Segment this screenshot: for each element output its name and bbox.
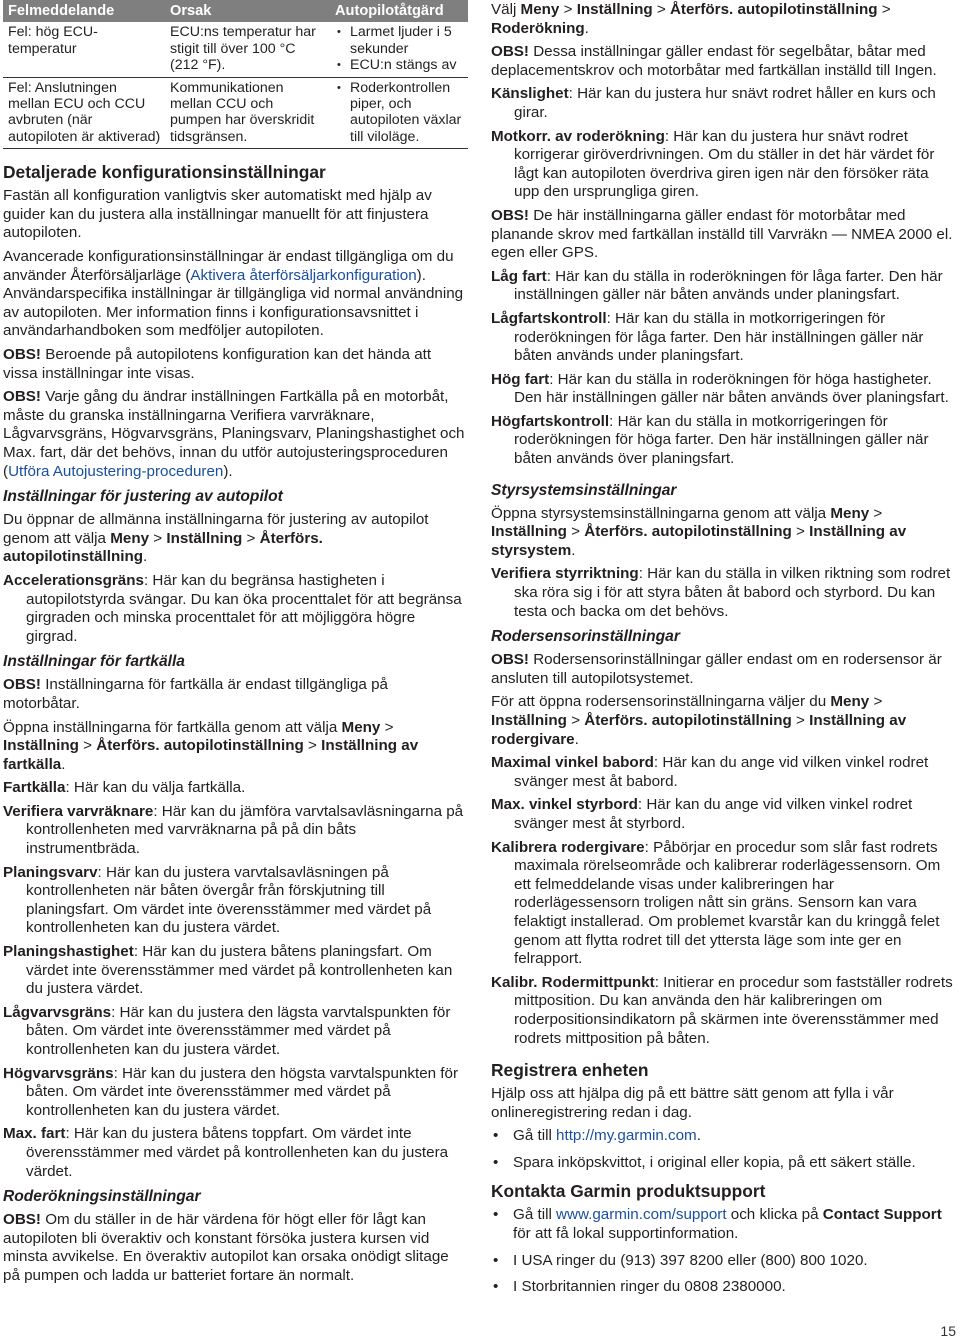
cell-message: Fel: hög ECU-temperatur — [3, 22, 165, 77]
paragraph: Hjälp oss att hjälpa dig på ett bättre sätt genom att fylla i vår onlineregistrering redan i dag. — [491, 1085, 894, 1121]
link-garmin-support[interactable]: www.garmin.com/support — [556, 1206, 727, 1224]
definition-item: Motkorr. av roderökning: Här kan du justera hur snävt rodret korrigerar giröverdrivningen. Om du ställer in det här värdet för lågt kan autopiloten överdriva giren igen när den försöker räta upp den ursprungliga giren. — [491, 127, 935, 201]
cell-message: Fel: Anslutningen mellan ECU och CCU avbruten (när autopiloten är aktiverad) — [3, 77, 165, 149]
table-row — [3, 77, 468, 149]
paragraph: Öppna styrsystemsinställningarna genom att välja Meny > Inställning > Återförs. autopilotinställning > Inställning av styrsystem. — [491, 504, 907, 559]
definition-item: Planingshastighet: Här kan du justera båtens planingsfart. Om värdet inte överensstämmer med värdet på kontrollenheten kan du justera värdet. — [3, 943, 453, 998]
definition-item: Verifiera styrriktning: Här kan du ställa in vilken riktning som rodret ska röra sig i för att styra båten åt babord och styrbord. Du kan testa och backa om det behövs. — [491, 565, 951, 620]
action-item: • Roderkontrollen piper, och autopiloten växlar till viloläge. — [335, 80, 465, 146]
link-autotune[interactable]: Utföra Autojustering-proceduren — [8, 462, 224, 480]
table-header-row — [3, 0, 468, 22]
paragraph: Avancerade konfigurationsinställningar är endast tillgängliga om du använder Återförsäljarläge (Aktivera återförsäljarkonfiguration). Användarspecifika inställningar är tillgängliga vid normal användning av autopiloten. Mer information finns i konfigurationsavsnittet i användarhandboken som medföljer autopiloten. — [3, 248, 464, 340]
heading-speed-source: Inställningar för fartkälla — [3, 653, 185, 671]
left-column — [3, 0, 465, 1291]
definition-item: Maximal vinkel babord: Här kan du ange vid vilken vinkel rodret svänger mest åt babord. — [491, 754, 929, 790]
definition-item: Max. vinkel styrbord: Här kan du ange vid vilken vinkel rodret svänger mest åt styrbord. — [491, 796, 913, 832]
heading-register: Registrera enheten — [491, 1060, 649, 1081]
heading-rudder-gain: Roderökningsinställningar — [3, 1188, 201, 1206]
note: OBS! Beroende på autopilotens konfiguration kan det hända att vissa inställningar inte visas. — [3, 346, 432, 382]
note: OBS! De här inställningarna gäller endast för motorbåtar med planande skrov med fartkällan inställd till Varvräkn — NMEA 2000 el. egen eller GPS. — [491, 206, 953, 262]
definition-item: Högvarvsgräns: Här kan du justera den högsta varvtalspunkten för båten. Om värdet inte överensstämmer med värdet på kontrollenheten kan du justera värdet. — [3, 1064, 459, 1119]
note: OBS! Om du ställer in de här värdena för högt eller för lågt kan autopiloten bli överaktiv och konstant försöka justera kursen vid minsta avvikelse. En överaktiv autopilot kan orsaka onödigt slitage på pumpen och ladda ur batteriet fortare än normalt. — [3, 1211, 449, 1284]
note: OBS! Rodersensorinställningar gäller endast om en rodersensor är ansluten till autopilotsystemet. — [491, 651, 942, 687]
definition-item: Accelerationsgräns: Här kan du begränsa hastigheten i autopilotstyrda svängar. Du kan öka procenttalet för att begränsa girgraden och minska procenttalet för att möjliggöra högre girgrad. — [3, 571, 462, 645]
col-header-message: Felmeddelande — [3, 0, 165, 22]
list-item: • I USA ringer du (913) 397 8200 eller (800) 800 1020. — [491, 1252, 957, 1271]
paragraph: För att öppna rodersensorinställningarna väljer du Meny > Inställning > Återförs. autopilotinställning > Inställning av rodergivare. — [491, 693, 907, 748]
definition-item: Verifiera varvräknare: Här kan du jämföra varvtalsavläsningarna på kontrollenheten med varvräknarna på på din båts instrumentbräda. — [3, 802, 464, 858]
list-item: • I Storbritannien ringer du 0808 2380000. — [491, 1278, 957, 1297]
action-item: • ECU:n stängs av — [335, 57, 465, 73]
cell-cause: ECU:ns temperatur har stigit till över 100 °C (212 °F). — [165, 22, 330, 77]
col-header-action: Autopilotåtgärd — [330, 0, 468, 22]
error-table — [3, 0, 468, 149]
link-my-garmin[interactable]: http://my.garmin.com — [556, 1127, 697, 1145]
definition-item: Kalibr. Rodermittpunkt: Initierar en procedur som fastställer rodrets mittposition. Du kan använda den här kalibreringen om roderpositionsindikatorn på skärmen inte överensstämmer med rodrets mittposition på båten. — [491, 973, 953, 1047]
note: OBS! Inställningarna för fartkälla är endast tillgängliga på motorbåtar. — [3, 676, 388, 712]
definition-item: Hög fart: Här kan du ställa in roderökningen för höga hastigheter. Den här inställningen gäller när båten används över planingsfart. — [491, 370, 949, 407]
link-dealer-config[interactable]: Aktivera återförsäljarkonfiguration — [190, 266, 417, 284]
col-header-cause: Orsak — [165, 0, 330, 22]
paragraph: Välj Meny > Inställning > Återförs. autopilotinställning > Roderökning. — [491, 1, 891, 37]
definition-item: Låg fart: Här kan du ställa in roderökningen för låga farter. Den här inställningen gäller när båten används under planingsfart. — [491, 267, 943, 304]
cell-actions — [330, 22, 468, 77]
definition-item: Fartkälla: Här kan du välja fartkälla. — [3, 779, 246, 797]
cell-actions — [330, 77, 468, 149]
table-row — [3, 22, 468, 77]
definition-item: Kalibrera rodergivare: Påbörjar en procedur som slår fast rodrets maximala rörelseområde och kalibrerar roderlägessensorn. Om ett felmeddelande visas under kalibreringen har roderlägessensorn troligen nått sin gräns. Sensorn kan vara felaktigt installerad. Om problemet kvarstår kan du kringgå felet genom att flytta rodret till det yttersta läge som inte ger en felrapport. — [491, 838, 941, 968]
list-item: • Gå till www.garmin.com/support och klicka på Contact Support för att få lokal supportinformation. — [491, 1206, 957, 1243]
definition-item: Max. fart: Här kan du justera båtens toppfart. Om värdet inte överensstämmer med värdet på kontrollenheten kan du justera värdet. — [3, 1125, 449, 1180]
definition-item: Lågvarvsgräns: Här kan du justera den lägsta varvtalspunkten för båten. Om värdet inte överensstämmer med värdet på kontrollenheten kan du justera värdet. — [3, 1003, 451, 1058]
definition-item: Känslighet: Här kan du justera hur snävt rodret håller en kurs och girar. — [491, 85, 936, 121]
definition-item: Planingsvarv: Här kan du justera varvtalsavläsningen på kontrollenheten när båten övergår från förskjutning till planingsfart. Om värdet inte överensstämmer med värdet på kontrollenheten kan du justera värdet. — [3, 863, 432, 937]
paragraph: Fastän all konfiguration vanligtvis sker automatiskt med hjälp av guider kan du justera alla inställningar manuellt för att finjustera autopiloten. — [3, 187, 432, 242]
list-item: • Spara inköpskvittot, i original eller kopia, på ett säkert ställe. — [491, 1154, 957, 1173]
heading-steering-system: Styrsystemsinställningar — [491, 481, 677, 499]
cell-cause: Kommunikationen mellan CCU och pumpen har överskridit tidsgränsen. — [165, 77, 330, 149]
heading-rudder-sensor: Rodersensorinställningar — [491, 628, 680, 646]
right-column — [491, 1, 957, 1305]
definition-item: Lågfartskontroll: Här kan du ställa in motkorrigeringen för roderökningen för låga farter. Den här inställningen gäller när båten används under planingsfart. — [491, 309, 924, 365]
definition-item: Högfartskontroll: Här kan du ställa in motkorrigeringen för roderökningen för höga farter. Den här inställningen gäller när båten används över planingsfart. — [491, 412, 929, 468]
list-item: • Gå till http://my.garmin.com. — [491, 1127, 957, 1146]
note: OBS! Varje gång du ändrar inställningen Fartkälla på en motorbåt, måste du granska inställningarna Verifiera varvräknare, Lågvarvsgräns, Högvarvsgräns, Planingsvarv, Planingshastighet och Max. fart, där det behövs, innan du utför autojusteringsproceduren (Utföra Autojustering-proceduren). — [3, 388, 465, 480]
register-list — [491, 1127, 957, 1172]
paragraph: Du öppnar de allmänna inställningarna för justering av autopilot genom att välja Meny > Inställning > Återförs. autopilotinställning. — [3, 511, 429, 566]
contact-list — [491, 1206, 957, 1296]
heading-contact-support: Kontakta Garmin produktsupport — [491, 1181, 766, 1202]
page-number: 15 — [940, 1323, 956, 1339]
note: OBS! Dessa inställningar gäller endast för segelbåtar, båtar med deplacementskrov och motorbåtar med fartkällan inställd till Ingen. — [491, 43, 937, 79]
heading-detailed-config: Detaljerade konfigurationsinställningar — [3, 162, 326, 183]
action-item: • Larmet ljuder i 5 sekunder — [335, 24, 465, 57]
heading-tuning-settings: Inställningar för justering av autopilot — [3, 488, 283, 506]
paragraph: Öppna inställningarna för fartkälla genom att välja Meny > Inställning > Återförs. autopilotinställning > Inställning av fartkälla. — [3, 718, 419, 773]
